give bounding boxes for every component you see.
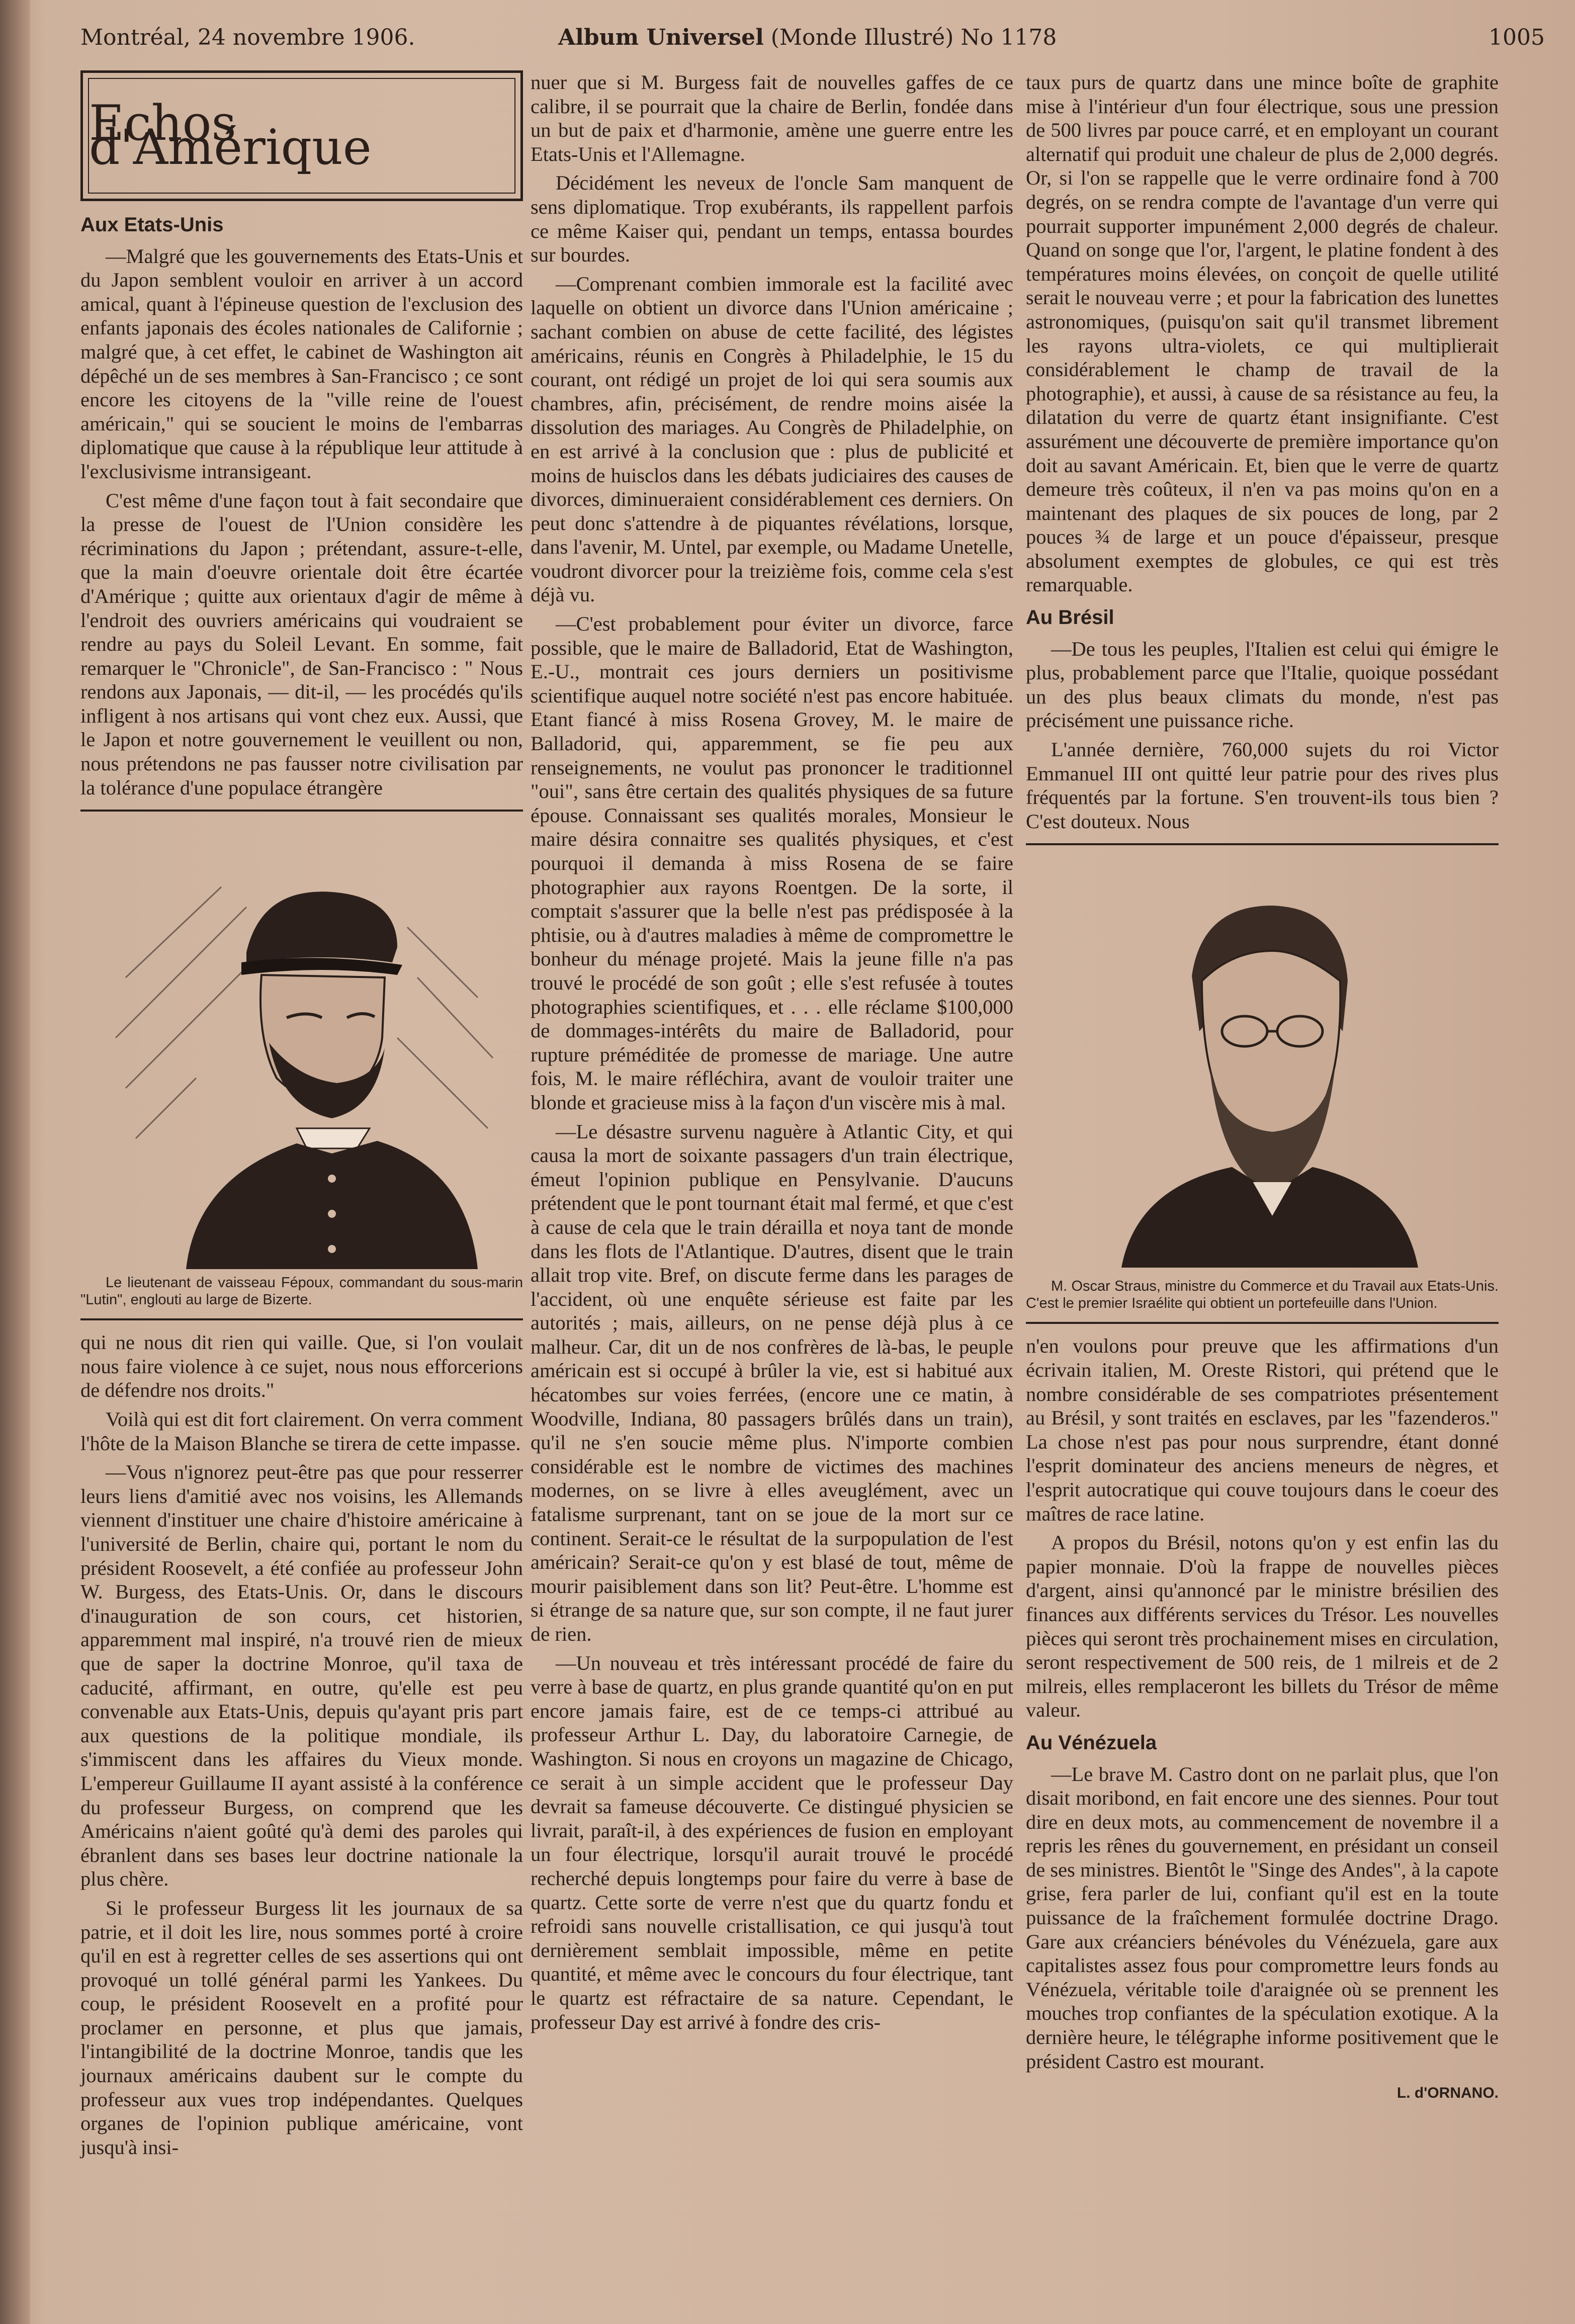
portrait-straus-illustration (1081, 865, 1443, 1268)
page-title: Echos d'Amérique (88, 78, 515, 194)
paragraph: nuer que si M. Burgess fait de nouvelles gaffes de ce calibre, il se pourrait que la chaire de Berlin, fondée dans un but de paix et d'harmonie, amène une guerre entre les Etats-Unis et l'Allemagne. (531, 71, 1013, 165)
caption-fepoux: Le lieutenant de vaisseau Fépoux, commandant du sous-marin "Lutin", englouti au large de Bizerte. (80, 1275, 523, 1308)
portrait-straus (1026, 855, 1499, 1278)
paragraph: —Malgré que les gouvernements des Etats-Unis et du Japon semblent vouloir en arriver à un accord amical, quant à l'épineuse question de l'exclusion des enfants japonais des écoles nationales de Californie ; malgré que, à cet effet, le cabinet de Washington ait dépêché un de ses membres à San-Francisco ; ce sont encore les citoyens de la "ville reine de l'ouest américain," qui se soucient le moins de l'embarras diplomatique que cause à la république leur attitude à l'exclusivisme intransigeant. (80, 244, 523, 483)
portrait-fepoux (80, 822, 523, 1274)
section-heading-venezuela: Au Vénézuela (1026, 1731, 1157, 1754)
page-header (80, 20, 1545, 55)
author-signature: L. d'ORNANO. (1396, 2085, 1499, 2102)
paragraph: Si le professeur Burgess lit les journaux de sa patrie, et il doit les lire, nous sommes porté à croire qu'il en est à regretter celles de ses assertions qui ont provoqué un tollé général parmi les Yankees. Du coup, le président Roosevelt en a profité pour proclamer en personne, et plus que jamais, l'intangibilité de la doctrine Monroe, tandis que les journaux américains daubent sur le compte du professeur aux vues trop indépendantes. Quelques organes de l'opinion publique américaine, vont jusqu'à insi- (80, 1896, 523, 2159)
paragraph: —C'est probablement pour éviter un divorce, farce possible, que le maire de Balladorid, Etat de Washington, E.-U., montrait ces jours derniers un positivisme scientifique auquel notre société n'est pas encore habituée. Etant fiancé à miss Rosena Grovey, M. le maire de Balladorid, qui, apparemment, se fie peu aux renseignements, ne voulut pas prononcer le traditionnel "oui", sans être certain des qualités physiques de sa future épouse. Connaissant ses qualités morales, Monsieur le maire désira connaitre ses qualités physiques, et c'est pourquoi il demanda à miss Rosena de se faire photographier aux rayons Roentgen. De la sorte, il comptait s'assurer que la belle n'est pas prédisposée à la phtisie, ou à d'autres maladies à même de compromettre le bonheur du ménage projeté. Mais la jeune fille n'a pas trouvé le procédé de son goût ; elle s'est refusée à toutes photographies scientifiques, et . . . elle réclame $100,000 de dommages-intérêts du maire de Balladorid, pour rupture préméditée de promesse de mariage. Une autre fois, M. le maire réfléchira, avant de vouloir traiter une blonde et gracieuse miss à la façon d'un viscère mis à mal. (531, 612, 1013, 1114)
caption-straus: M. Oscar Straus, ministre du Commerce et du Travail aux Etats-Unis. C'est le premier Israélite qui obtient un portefeuille dans l'Union. (1026, 1278, 1499, 1312)
section-heading-etats-unis: Aux Etats-Unis (80, 214, 224, 236)
paragraph: taux purs de quartz dans une mince boîte de graphite mise à l'intérieur d'un four électrique, sous une pression de 500 livres par pouce carré, et en employant un courant alternatif qui produit une chaleur de plus de 2,000 degrés. Or, si l'on se rappelle que le verre ordinaire fond à 700 degrés, on se rendra compte de l'avantage d'un verre qui pourrait supporter impunément 2,000 degrés de chaleur. Quand on songe que l'or, l'argent, le platine fondent à des températures moins élevées, on conçoit de quelle utilité serait le nouveau verre ; et pour la fabrication des lunettes astronomiques, (puisqu'on sait qu'il transmet librement les rayons ultra-violets, ce qui multiplierait considérablement le champ de travail de la photographie), et aussi, à cause de sa résistance au feu, la dilatation du verre de quartz étant insignifiante. C'est assurément une découverte de première importance qu'on doit au savant Américain. Et, bien que le verre de quartz demeure très coûteux, il n'en va pas moins qu'on en a maintenant des plaques de six pouces de long, par 2 pouces ¾ de large et un pouce d'épaisseur, presque absolument exemptes de globules, ce qui est très remarquable. (1026, 71, 1499, 596)
paragraph: —Un nouveau et très intéressant procédé de faire du verre à base de quartz, en plus grande quantité qu'on en put encore jamais faire, est de ce temps-ci attribué au professeur Arthur L. Day, du laboratoire Carnegie, de Washington. Si nous en croyons un magazine de Chicago, ce serait à un simple accident que le professeur Day devrait sa fameuse découverte. Ce distingué physicien se livrait, paraît-il, à des expériences de fusion en employant un four électrique, lorsqu'il aurait trouvé le procédé recherché depuis longtemps pour faire du verre à base de quartz. Cette sorte de verre n'est que du quartz fondu et refroidi sans nouvelle cristallisation, ce qui jusqu'à tout dernièrement semblait impossible, même en petite quantité, et même avec le concours du four électrique, tant le quartz est réfractaire de sa nature. Cependant, le professeur Day est arrivé à fondre des cris- (531, 1651, 1013, 2033)
paragraph: qui ne nous dit rien qui vaille. Que, si l'on voulait nous faire violence à ce sujet, nous nous efforcerions de défendre nos droits." (80, 1331, 523, 1402)
paragraph: A propos du Brésil, notons qu'on y est enfin las du papier monnaie. D'où la frappe de nouvelles pièces d'argent, ainsi qu'annoncé par le ministre brésilien des finances aux différents services du Trésor. Les nouvelles pièces qui seront très prochainement mises en circulation, seront respectivement de 500 reis, de 1 milreis et de 2 milreis, elles remplaceront les billets du Trésor de même valeur. (1026, 1531, 1499, 1722)
paragraph: n'en voulons pour preuve que les affirmations d'un écrivain italien, M. Oreste Ristori, qui prétend que le nombre considérable de ses compatriotes présentement au Brésil, y sont traités en esclaves, par les "fazenderos." La chose n'est pas pour nous surprendre, étant donné l'esprit dominateur des anciens meneurs de nègres, et l'esprit autocratique qui couve toujours dans le coeur des maîtres de race latine. (1026, 1334, 1499, 1525)
paragraph: —Comprenant combien immorale est la facilité avec laquelle on obtient un divorce dans l'Union américaine ; sachant combien on abuse de cette facilité, des légistes américains, réunis en Congrès à Philadelphie, le 15 du courant, ont rédigé un projet de loi qui sera soumis aux chambres, afin, précisément, de rendre moins aisée la dissolution des mariages. Au Congrès de Philadelphie, on en est arrivé à la conclusion que : plus de publicité et moins de huisclos dans les débats judiciaires des causes de divorces, diminueraient considérablement ces derniers. On peut donc s'attendre à de piquantes révélations, lorsque, dans l'avenir, M. Untel, par exemple, ou Madame Unetelle, voudront divorcer pour la treizième fois, comme cela s'est déjà vu. (531, 272, 1013, 606)
paragraph: —Le désastre survenu naguère à Atlantic City, et qui causa la mort de soixante passagers d'un train électrique, émeut l'opinion publique en Pensylvanie. D'aucuns prétendent que le pont tournant était mal fermé, et que c'est à cause de cela que le train dérailla et noya tant de monde dans les flots de l'Atlantique. D'autres, disent que le train allait trop vite. Bref, on discute ferme dans les parages de l'accident, où une enquête sérieuse est faite par les autorités ; mais, ailleurs, on ne pense déjà plus à ce malheur. Car, dit un de nos confrères de là-bas, le peuple américain est si occupé à brûler la vie, est si habitué aux hécatombes sur voies ferrées, (encore une ce matin, à Woodville, Indiana, 80 passagers brûlés dans un train), qu'il ne s'en soucie même plus. N'importe combien considérable est le nombre de victimes des machines modernes, on se livre à elles aveuglément, avec un fatalisme surprenant, tant on se joue de la mort sur ce continent. Serait-ce le résultat de la surpopulation de l'est américain? Serait-ce qu'on y est blasé de tout, même de mourir paisiblement dans son lit? Peut-être. L'homme est si étrange de sa nature que, sur son compte, il ne faut jurer de rien. (531, 1120, 1013, 1645)
paragraph: —Le brave M. Castro dont on ne parlait plus, que l'on disait moribond, en fait encore une des siennes. Pour tout dire en deux mots, au commencement de novembre il a repris les rênes du gouvernement, en présidant un conseil de ses ministres. Bientôt le "Singe des Andes", à la capote grise, fera parler de lui, confiant qu'il est en la toute puissance de la fraîchement formulée doctrine Drago. Gare aux créanciers bénévoles du Vénézuela, gare aux capitalistes assez fous pour compromettre leurs fonds au Vénézuela, véritable toile d'araignée où se prennent les mouches trop confiantes de la spéculation exotique. A la dernière heure, le télégraphe informe positivement que le président Castro est mourant. (1026, 1762, 1499, 2073)
divider (1026, 1322, 1499, 1324)
divider (80, 810, 523, 812)
column-2 (531, 70, 1013, 2039)
paragraph: C'est même d'une façon tout à fait secondaire que la presse de l'ouest de l'Union considère les récriminations du Japon ; prétendant, assure-t-elle, que la main d'oeuvre orientale doit être écartée d'Amérique ; quitte aux orientaux d'agir de même à l'endroit des ouvriers américains qui voudraient se rendre au pays du Soleil Levant. En somme, fait remarquer le "Chronicle", de San-Francisco : " Nous rendons aux Japonais, — dit-il, — les procédés qu'ils infligent à nos artisans qui vont chez eux. Aussi, que le Japon et notre gouvernement le veuillent ou non, nous prétendons ne pas fausser notre civilisation par la tolérance d'une populace étrangère (80, 489, 523, 799)
paragraph: —Vous n'ignorez peut-être pas que pour resserrer leurs liens d'amitié avec nos voisins, les Allemands viennent d'instituer une chaire d'histoire américaine à l'université de Berlin, chaire qui, portant le nom du président Roosevelt, a été confiée au professeur John W. Burgess, des Etats-Unis. Or, dans le discours d'inauguration de son cours, cet historien, apparemment mal inspiré, n'a trouvé rien de mieux que de saper la doctrine Monroe, qu'il taxa de caducité, affirmant, en outre, qu'elle est peu convenable aux Etats-Unis, depuis qu'ayant pris part aux questions de la politique mondiale, ils s'immiscent dans les affaires du Vieux monde. L'empereur Guillaume II ayant assisté à la conférence du professeur Burgess, on comprend que les Américains n'aient goûté qu'à demi des paroles qui ébranlent dans ses bases leur doctrine nationale la plus chère. (80, 1461, 523, 1891)
paragraph: —De tous les peuples, l'Italien est celui qui émigre le plus, probablement parce que l'Italie, quoique possédant un des plus beaux climats du monde, n'est pas précisément une puissance riche. (1026, 637, 1499, 732)
column-1 (80, 70, 523, 2164)
divider (80, 1318, 523, 1320)
header-publication-name: Album Universel (558, 25, 764, 50)
paragraph: Voilà qui est dit fort clairement. On verra comment l'hôte de la Maison Blanche se tirera de cette impasse. (80, 1408, 523, 1455)
header-issue: (Monde Illustré) No 1178 (763, 25, 1057, 50)
section-heading-bresil: Au Brésil (1026, 606, 1114, 629)
header-page-number: 1005 (1489, 25, 1545, 50)
title-box (80, 70, 523, 201)
column-3 (1026, 70, 1499, 2105)
paragraph: Décidément les neveux de l'oncle Sam manquent de sens diplomatique. Trop exubérants, ils rappellent parfois ce même Kaiser qui, pendant un temps, entassa bourdes sur bourdes. (531, 171, 1013, 266)
paragraph: L'année dernière, 760,000 sujets du roi Victor Emmanuel III ont quitté leur patrie pour des rives plus fréquentés par la fortune. S'en trouvent-ils tous bien ? C'est douteux. Nous (1026, 738, 1499, 833)
divider (1026, 843, 1499, 845)
header-publication (558, 20, 1057, 55)
page-gutter (0, 0, 30, 2324)
header-date: Montréal, 24 novembre 1906. (80, 25, 415, 50)
portrait-fepoux-illustration (96, 827, 508, 1269)
